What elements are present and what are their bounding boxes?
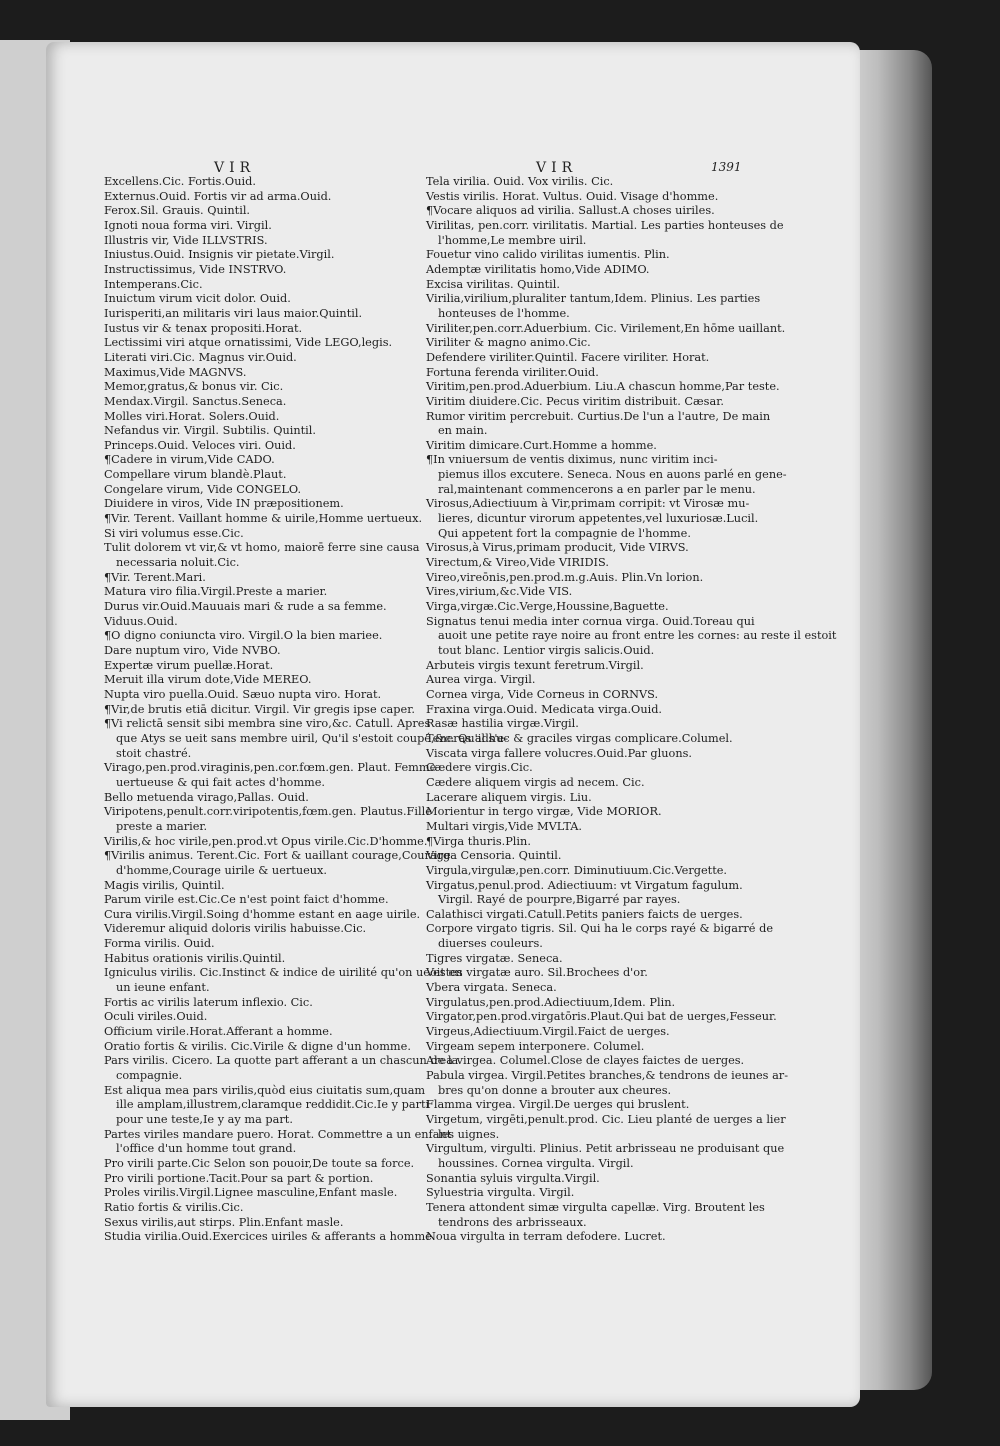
dictionary-line: Pars virilis. Cicero. La quotte part afferant a un chascun de la	[104, 1054, 459, 1068]
dictionary-line: Iniustus.Ouid. Insignis vir pietate.Virgil.	[104, 248, 335, 262]
dictionary-line: Pro virili parte.Cic Selon son pouoir,De toute sa force.	[104, 1156, 415, 1170]
dictionary-line: Viriliter,pen.corr.Aduerbium. Cic. Virilement,En hōme uaillant.	[426, 321, 786, 335]
dictionary-line: Virgeam sepem interponere. Columel.	[426, 1039, 645, 1053]
header-left: VIR	[214, 160, 256, 176]
dictionary-line: Cædere aliquem virgis ad necem. Cic.	[426, 775, 645, 789]
dictionary-line: Cædere virgis.Cic.	[426, 761, 533, 775]
dictionary-line: Tigres virgatæ. Seneca.	[426, 951, 563, 965]
dictionary-line: les uignes.	[438, 1127, 500, 1141]
dictionary-line: Virosus,à Virus,primam producit, Vide VIRVS.	[426, 541, 689, 555]
dictionary-line: Viriliter & magno animo.Cic.	[426, 336, 591, 350]
dictionary-line: Igniculus virilis. Cic.Instinct & indice de uirilité qu'on ueoit en	[104, 966, 463, 980]
dictionary-line: Virago,pen.prod.viraginis,pen.cor.fœm.gen. Plaut. Femme	[104, 761, 437, 775]
dictionary-line: Multari virgis,Vide MVLTA.	[426, 819, 583, 833]
dictionary-line: Tulit dolorem vt vir,& vt homo, maiorē ferre sine causa	[104, 541, 420, 555]
dictionary-line: tout blanc. Lentior virgis salicis.Ouid.	[438, 644, 655, 657]
dictionary-line: compagnie.	[116, 1069, 183, 1083]
dictionary-line: Vires,virium,&c.Vide VIS.	[426, 585, 573, 599]
dictionary-line: Illustris vir, Vide ILLVSTRIS.	[104, 233, 268, 247]
dictionary-line: Magis virilis, Quintil.	[104, 878, 225, 892]
dictionary-line: en main.	[438, 424, 488, 438]
dictionary-line: Virosus,Adiectiuum à Vir,primam corripit: vt Virosæ mu-	[426, 497, 750, 511]
dictionary-line: honteuses de l'homme.	[438, 306, 570, 320]
dictionary-line: Virgil. Rayé de pourpre,Bigarré par rayes.	[438, 893, 681, 907]
dictionary-line: Dare nuptum viro, Vide NVBO.	[104, 644, 281, 657]
dictionary-line: Pro virili portione.Tacit.Pour sa part & portion.	[104, 1171, 374, 1185]
dictionary-line: Virgeus,Adiectiuum.Virgil.Faict de uerges.	[426, 1025, 670, 1039]
dictionary-line: Oratio fortis & virilis. Cic.Virile & digne d'un homme.	[104, 1039, 411, 1053]
dictionary-line: Virilitas, pen.corr. virilitatis. Martial. Les parties honteuses de	[426, 218, 784, 232]
dictionary-line: Fraxina virga.Ouid. Medicata virga.Ouid.	[426, 702, 663, 716]
dictionary-line: lieres, dicuntur virorum appetentes,vel luxuriosæ.Lucil.	[438, 512, 759, 526]
dictionary-line: Viritim diuidere.Cic. Pecus viritim distribuit. Cæsar.	[426, 394, 724, 408]
header-right: VIR	[536, 160, 578, 176]
dictionary-line: uertueuse & qui fait actes d'homme.	[116, 775, 326, 789]
dictionary-line: ¶Virga thuris.Plin.	[426, 834, 531, 848]
dictionary-line: Partes viriles mandare puero. Horat. Commettre a un enfant	[104, 1127, 452, 1141]
dictionary-line: Ratio fortis & virilis.Cic.	[104, 1200, 244, 1214]
dictionary-line: Studia virilia.Ouid.Exercices uiriles & afferants a homme.	[104, 1230, 436, 1244]
dictionary-line: Flamma virgea. Virgil.De uerges qui bruslent.	[426, 1098, 690, 1112]
dictionary-line: Mendax.Virgil. Sanctus.Seneca.	[104, 394, 287, 408]
dictionary-line: Maximus,Vide MAGNVS.	[104, 365, 247, 379]
dictionary-line: Sexus virilis,aut stirps. Plin.Enfant masle.	[104, 1215, 344, 1229]
dictionary-line: que Atys se ueit sans membre uiril, Qu'il s'estoit coupé,&c. Qu'il s'e-	[116, 731, 509, 745]
dictionary-line: Proles virilis.Virgil.Lignee masculine,Enfant masle.	[104, 1186, 398, 1200]
dictionary-line: Viritim dimicare.Curt.Homme a homme.	[426, 438, 657, 452]
dictionary-line: Arbuteis virgis texunt feretrum.Virgil.	[426, 658, 644, 672]
dictionary-line: Virgulatus,pen.prod.Adiectiuum,Idem. Plin.	[426, 995, 676, 1009]
dictionary-line: Instructissimus, Vide INSTRVO.	[104, 262, 287, 276]
dictionary-line: Excisa virilitas. Quintil.	[426, 277, 560, 291]
dictionary-line: Parum virile est.Cic.Ce n'est point faict d'homme.	[104, 893, 389, 907]
dictionary-line: ¶Vir,de brutis etiā dicitur. Virgil. Vir gregis ipse caper.	[104, 702, 415, 716]
dictionary-line: pour une teste,Ie y ay ma part.	[116, 1113, 293, 1126]
dictionary-line: Lectissimi viri atque ornatissimi, Vide LEGO,legis.	[104, 336, 393, 350]
dictionary-line: ¶Cadere in virum,Vide CADO.	[104, 453, 275, 467]
dictionary-line: Vbera virgata. Seneca.	[426, 981, 557, 995]
dictionary-line: Fortuna ferenda viriliter.Ouid.	[426, 365, 599, 379]
dictionary-line: Congelare virum, Vide CONGELO.	[104, 482, 302, 496]
dictionary-line: Videremur aliquid doloris virilis habuisse.Cic.	[104, 922, 367, 936]
dictionary-line: Tela virilia. Ouid. Vox virilis. Cic.	[426, 175, 614, 188]
dictionary-line: Viritim,pen.prod.Aduerbium. Liu.A chascun homme,Par teste.	[426, 380, 780, 394]
dictionary-line: Excellens.Cic. Fortis.Ouid.	[104, 175, 256, 188]
right-column	[426, 175, 837, 1245]
dictionary-line: Virga,virgæ.Cic.Verge,Houssine,Baguette.	[426, 600, 669, 614]
dictionary-line: stoit chastré.	[116, 746, 192, 760]
dictionary-line: Bello metuenda virago,Pallas. Ouid.	[104, 790, 309, 804]
dictionary-line: Virilis,& hoc virile,pen.prod.vt Opus virile.Cic.D'homme.	[104, 834, 428, 848]
book-page	[46, 42, 860, 1407]
dictionary-line: Sonantia syluis virgulta.Virgil.	[426, 1171, 600, 1185]
dictionary-line: bres qu'on donne a brouter aux cheures.	[438, 1083, 672, 1097]
dictionary-line: ral,maintenant commencerons a en parler par le menu.	[438, 482, 756, 496]
dictionary-line: Morientur in tergo virgæ, Vide MORIOR.	[426, 805, 662, 819]
dictionary-line: d'homme,Courage uirile & uertueux.	[116, 863, 328, 877]
dictionary-line: Rasæ hastilia virgæ.Virgil.	[426, 717, 579, 731]
dictionary-line: Est aliqua mea pars virilis,quòd eius ciuitatis sum,quam	[104, 1083, 426, 1097]
dictionary-line: Vireo,vireōnis,pen.prod.m.g.Auis. Plin.Vn lorion.	[426, 570, 704, 584]
dictionary-line: Virgetum, virgēti,penult.prod. Cic. Lieu planté de uerges a lier	[426, 1113, 786, 1126]
dictionary-line: Expertæ virum puellæ.Horat.	[104, 658, 274, 672]
dictionary-line: ¶Virilis animus. Terent.Cic. Fort & uaillant courage,Courage	[104, 849, 451, 863]
dictionary-line: Vestis virilis. Horat. Vultus. Ouid. Visage d'homme.	[426, 189, 719, 203]
dictionary-line: Meruit illa virum dote,Vide MEREO.	[104, 673, 312, 687]
dictionary-line: Ferox.Sil. Grauis. Quintil.	[104, 204, 251, 218]
dictionary-line: Literati viri.Cic. Magnus vir.Ouid.	[104, 350, 297, 364]
dictionary-line: l'office d'un homme tout grand.	[116, 1142, 297, 1156]
page-number: 1391	[711, 160, 742, 174]
dictionary-line: necessaria noluit.Cic.	[116, 556, 240, 570]
dictionary-line: Viduus.Ouid.	[104, 614, 178, 628]
dictionary-line: Memor,gratus,& bonus vir. Cic.	[104, 380, 284, 394]
dictionary-line: Virga Censoria. Quintil.	[426, 849, 562, 863]
dictionary-line: Fortis ac virilis laterum inflexio. Cic.	[104, 995, 313, 1009]
dictionary-line: ¶Vocare aliquos ad virilia. Sallust.A choses uiriles.	[426, 204, 715, 218]
dictionary-line: Lacerare aliquem virgis. Liu.	[426, 790, 592, 804]
dictionary-line: Calathisci virgati.Catull.Petits paniers faicts de uerges.	[426, 907, 743, 921]
dictionary-line: ille amplam,illustrem,claramque reddidit.Cic.Ie y parti	[116, 1098, 430, 1112]
dictionary-line: ¶Vir. Terent.Mari.	[104, 570, 206, 584]
dictionary-line: Vestes virgatæ auro. Sil.Brochees d'or.	[426, 966, 648, 980]
dictionary-line: Diuidere in viros, Vide IN præpositionem.	[104, 497, 344, 511]
dictionary-line: Forma virilis. Ouid.	[104, 937, 215, 951]
dictionary-line: Corpore virgato tigris. Sil. Qui ha le corps rayé & bigarré de	[426, 922, 773, 936]
dictionary-line: Matura viro filia.Virgil.Preste a marier.	[104, 585, 328, 599]
dictionary-line: Virilia,virilium,pluraliter tantum,Idem. Plinius. Les parties	[426, 292, 761, 306]
dictionary-line: Nupta viro puella.Ouid. Sæuo nupta viro. Horat.	[104, 687, 382, 701]
dictionary-line: diuerses couleurs.	[438, 937, 543, 951]
dictionary-line: Intemperans.Cic.	[104, 277, 203, 291]
dictionary-line: tendrons des arbrisseaux.	[438, 1215, 587, 1229]
dictionary-line: Tenera attondent simæ virgulta capellæ. Virg. Broutent les	[426, 1200, 765, 1214]
dictionary-line: ¶O digno coniuncta viro. Virgil.O la bien mariee.	[104, 629, 383, 643]
dictionary-line: Noua virgulta in terram defodere. Lucret.	[426, 1230, 666, 1244]
dictionary-line: l'homme,Le membre uiril.	[438, 233, 587, 247]
dictionary-line: houssines. Cornea virgulta. Virgil.	[438, 1156, 634, 1170]
dictionary-line: Aurea virga. Virgil.	[426, 673, 536, 687]
dictionary-line: Area virgea. Columel.Close de clayes faictes de uerges.	[426, 1054, 745, 1068]
dictionary-line: Officium virile.Horat.Afferant a homme.	[104, 1025, 333, 1039]
dictionary-line: piemus illos excutere. Seneca. Nous en auons parlé en gene-	[438, 468, 787, 482]
dictionary-line: Qui appetent fort la compagnie de l'homme.	[438, 526, 691, 540]
dictionary-line: Virectum,& Vireo,Vide VIRIDIS.	[426, 556, 609, 570]
dictionary-line: Ademptæ virilitatis homo,Vide ADIMO.	[426, 262, 650, 276]
dictionary-line: Viripotens,penult.corr.viripotentis,fœm.gen. Plautus.Fille	[104, 805, 432, 819]
dictionary-line: Cura virilis.Virgil.Soing d'homme estant en aage uirile.	[104, 907, 421, 921]
dictionary-line: Habitus orationis virilis.Quintil.	[104, 951, 286, 965]
dictionary-line: Virgula,virgulæ,pen.corr. Diminutiuum.Cic.Vergette.	[426, 863, 728, 877]
dictionary-line: Cornea virga, Vide Corneus in CORNVS.	[426, 687, 659, 701]
dictionary-line: Inuictum virum vicit dolor. Ouid.	[104, 292, 291, 306]
dictionary-line: Syluestria virgulta. Virgil.	[426, 1186, 575, 1200]
dictionary-line: Si viri volumus esse.Cic.	[104, 526, 244, 540]
dictionary-line: Pabula virgea. Virgil.Petites branches,& tendrons de ieunes ar-	[426, 1069, 789, 1083]
dictionary-line: ¶Vi relictā sensit sibi membra sine viro,&c. Catull. Apres	[104, 717, 431, 731]
dictionary-line: Oculi viriles.Ouid.	[104, 1010, 208, 1024]
dictionary-line: Teneras adhuc & graciles virgas complicare.Columel.	[426, 731, 733, 745]
dictionary-line: un ieune enfant.	[116, 981, 210, 995]
dictionary-line: preste a marier.	[116, 819, 208, 833]
dictionary-line: Virgultum, virgulti. Plinius. Petit arbrisseau ne produisant que	[426, 1142, 785, 1156]
dictionary-line: Fouetur vino calido virilitas iumentis. Plin.	[426, 248, 670, 262]
dictionary-line: Compellare virum blandè.Plaut.	[104, 468, 287, 482]
dictionary-line: Externus.Ouid. Fortis vir ad arma.Ouid.	[104, 189, 332, 203]
dictionary-line: Durus vir.Ouid.Mauuais mari & rude a sa femme.	[104, 600, 387, 614]
dictionary-line: Molles viri.Horat. Solers.Ouid.	[104, 409, 280, 423]
dictionary-line: Defendere viriliter.Quintil. Facere viriliter. Horat.	[426, 350, 710, 364]
dictionary-line: ¶In vniuersum de ventis diximus, nunc viritim inci-	[426, 453, 718, 467]
dictionary-line: Rumor viritim percrebuit. Curtius.De l'un a l'autre, De main	[426, 409, 771, 423]
dictionary-line: Ignoti noua forma viri. Virgil.	[104, 218, 272, 232]
dictionary-line: Virgator,pen.prod.virgatōris.Plaut.Qui bat de uerges,Fesseur.	[426, 1010, 777, 1024]
dictionary-line: Nefandus vir. Virgil. Subtilis. Quintil.	[104, 424, 316, 438]
dictionary-line: Signatus tenui media inter cornua virga. Ouid.Toreau qui	[426, 614, 755, 628]
dictionary-line: Iurisperiti,an militaris viri laus maior.Quintil.	[104, 306, 363, 320]
dictionary-line: Princeps.Ouid. Veloces viri. Ouid.	[104, 438, 296, 452]
dictionary-line: Virgatus,penul.prod. Adiectiuum: vt Virgatum fagulum.	[426, 878, 743, 892]
dictionary-line: Iustus vir & tenax propositi.Horat.	[104, 321, 303, 335]
dictionary-line: ¶Vir. Terent. Vaillant homme & uirile,Homme uertueux.	[104, 512, 423, 526]
dictionary-line: Viscata virga fallere volucres.Ouid.Par gluons.	[426, 746, 693, 760]
dictionary-line: auoit une petite raye noire au front entre les cornes: au reste il estoit	[438, 629, 837, 643]
